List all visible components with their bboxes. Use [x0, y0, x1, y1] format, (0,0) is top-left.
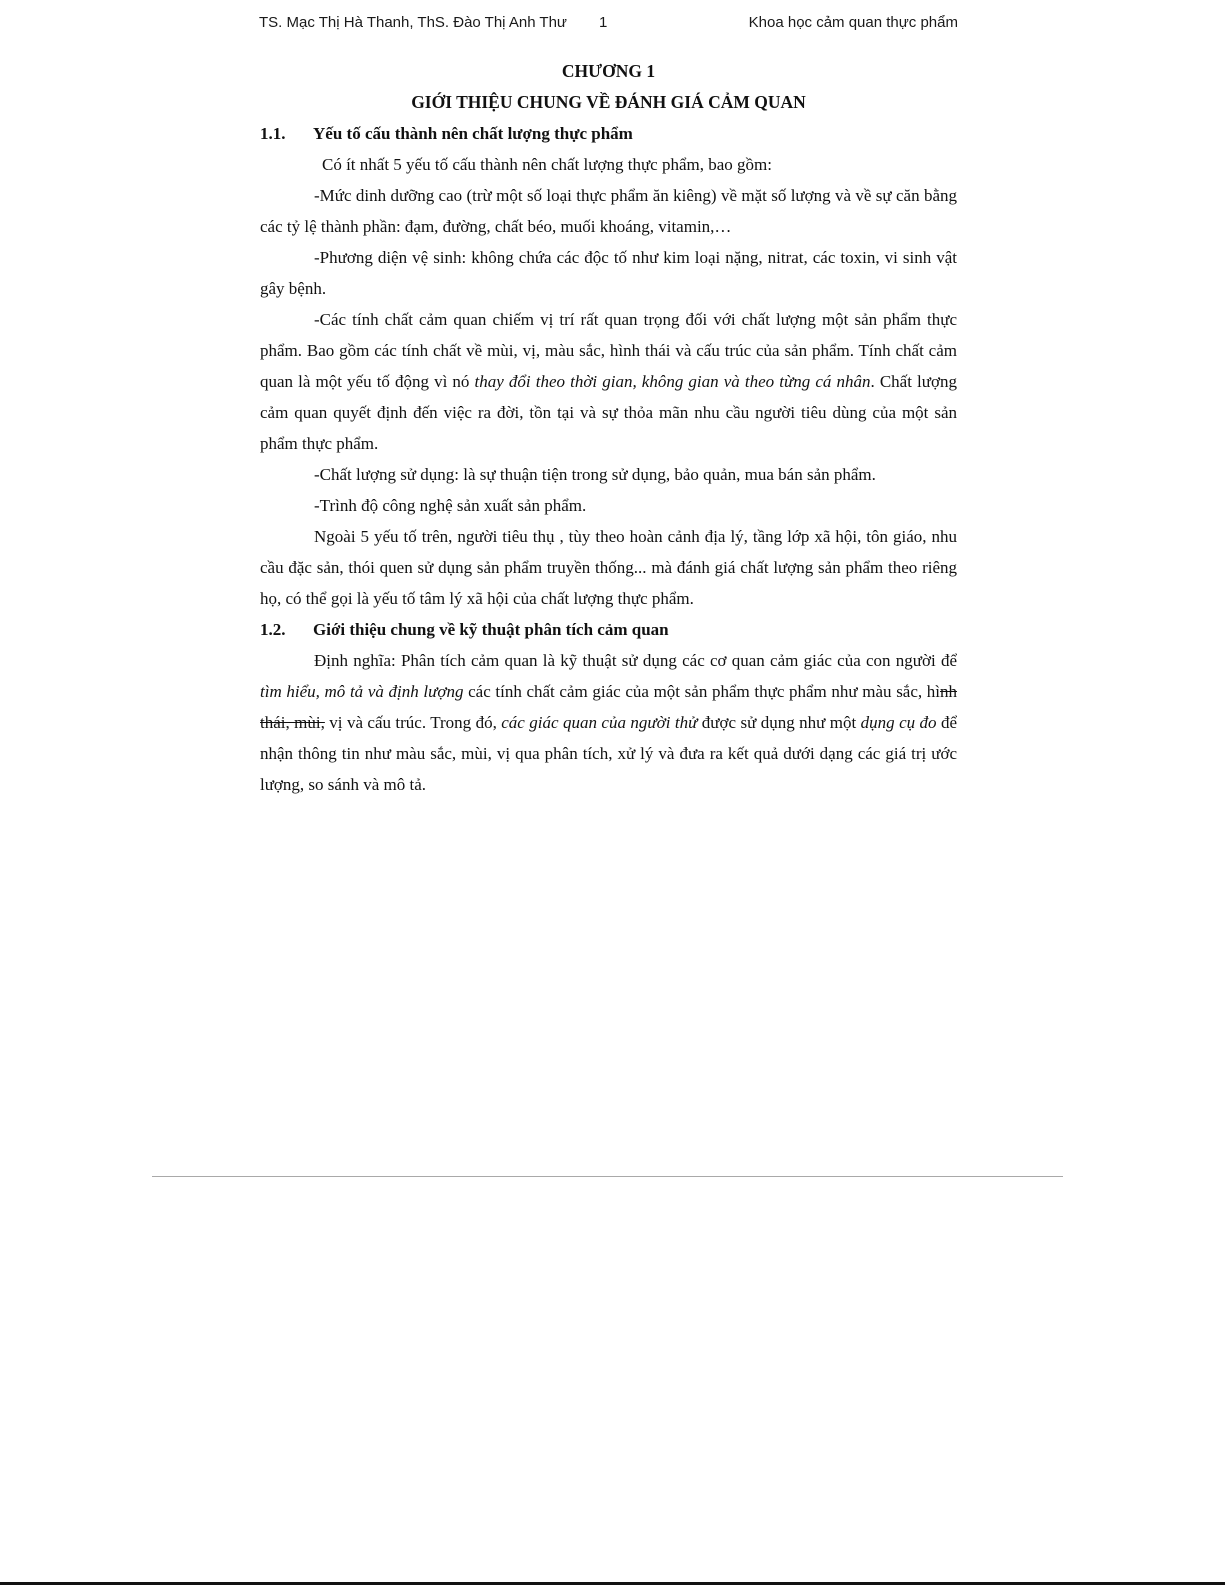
section-title: Yếu tố cấu thành nên chất lượng thực phẩm: [313, 124, 633, 143]
paragraph-nutrition: -Mức dinh dưỡng cao (trừ một số loại thực phẩm ăn kiêng) về mặt số lượng và về sự căn bằng các tỷ lệ thành phần: đạm, đường, chất béo, muối khoáng, vitamin,…: [260, 186, 957, 236]
paragraph-usage: -Chất lượng sử dụng: là sự thuận tiện trong sử dụng, bảo quản, mua bán sản phẩm.: [314, 465, 876, 484]
page-bottom-rule: [152, 1176, 1063, 1177]
text-run: được sử dụng như một: [697, 713, 861, 732]
section-title: Giới thiệu chung về kỹ thuật phân tích cảm quan: [313, 620, 669, 639]
paragraph-intro: Có ít nhất 5 yếu tố cấu thành nên chất lượng thực phẩm, bao gồm:: [322, 155, 772, 174]
section-heading-1-2: [260, 614, 957, 645]
text-run: Định nghĩa: Phân tích cảm quan là kỹ thuật sử dụng các cơ quan cảm giác của con người để: [314, 651, 957, 670]
text-run: để nhận thông tin như màu sắc, mùi, vị qua phân tích, xử lý và đưa ra kết quả dưới dạng các giá trị ước lượng, so sánh và mô tả.: [260, 713, 957, 794]
section-heading-1-1: [260, 118, 957, 149]
section-number: 1.1.: [260, 124, 286, 143]
text-run: . Chất lượng cảm quan quyết định đến việc ra đời, tồn tại và sự thỏa mãn nhu cầu người tiêu dùng của một sản phẩm thực phẩm.: [260, 372, 957, 453]
emphasis-text: các giác quan của người thử: [501, 713, 698, 732]
page-header: [259, 12, 959, 36]
paragraph-technology: -Trình độ công nghệ sản xuất sản phẩm.: [314, 496, 587, 515]
chapter-title: GIỚI THIỆU CHUNG VỀ ĐÁNH GIÁ CẢM QUAN: [411, 92, 806, 112]
paragraph-social: Ngoài 5 yếu tố trên, người tiêu thụ , tùy theo hoàn cảnh địa lý, tầng lớp xã hội, tôn giáo, nhu cầu đặc sản, thói quen sử dụng sản phẩm truyền thống... mà đánh giá chất lượng sản phẩm theo riêng họ, có thể gọi là yếu tố tâm lý xã hội của chất lượng thực phẩm.: [260, 527, 957, 608]
section-number: 1.2.: [260, 620, 286, 639]
text-run: -Các tính chất cảm quan chiếm vị trí rất quan trọng đối với chất lượng một sản phẩm thực phẩm. Bao gồm các tính chất về mùi, vị, màu sắc, hình thái và cấu trúc của sản phẩm. Tính chất cảm quan là một yếu tố động vì nó: [260, 310, 957, 391]
header-authors: TS. Mạc Thị Hà Thanh, ThS. Đào Thị Anh Thư: [259, 14, 567, 31]
paragraph-hygiene: -Phương diện vệ sinh: không chứa các độc tố như kim loại nặng, nitrat, các toxin, vi sinh vật gây bệnh.: [260, 248, 957, 298]
text-run: vị và cấu trúc. Trong đó,: [324, 713, 502, 732]
chapter-label: CHƯƠNG 1: [561, 61, 656, 81]
page-body: [260, 56, 957, 800]
struck-text: nh thái, mùi,: [260, 682, 958, 732]
header-page-number: 1: [599, 14, 608, 31]
emphasis-text: tìm hiểu, mô tả và định lượng: [260, 682, 464, 701]
paragraph-sensory: [260, 304, 957, 459]
header-book-title: Khoa học cảm quan thực phẩm: [748, 14, 958, 31]
paragraph-definition: [260, 645, 957, 800]
emphasis-text: thay đổi theo thời gian, không gian và theo từng cá nhân: [474, 372, 871, 391]
emphasis-text: dụng cụ đo: [860, 713, 937, 732]
text-run: các tính chất cảm giác của một sản phẩm thực phẩm như màu sắc, hì: [463, 682, 941, 701]
